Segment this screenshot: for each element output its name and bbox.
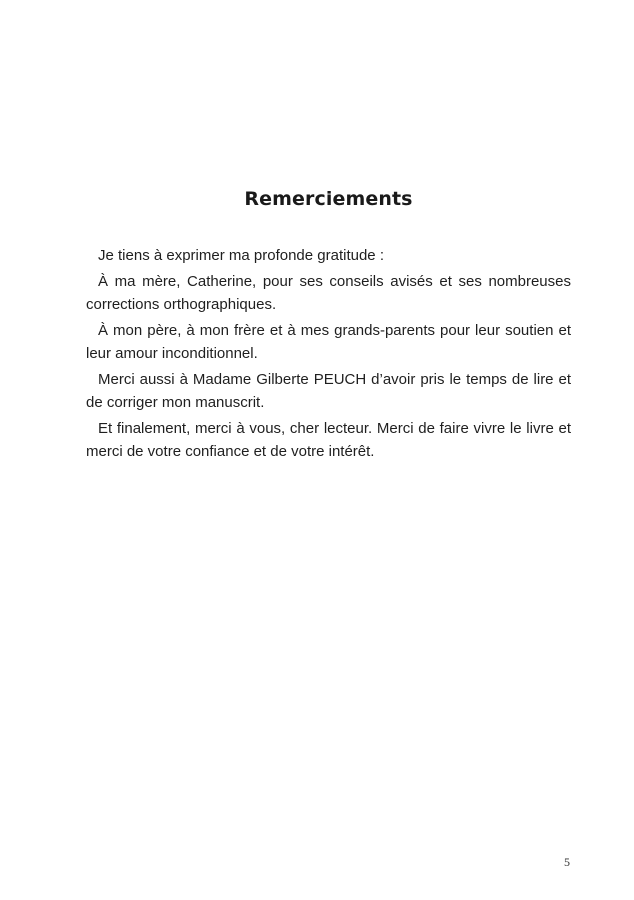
acknowledgements-body [86, 244, 571, 466]
page-number: 5 [564, 855, 570, 869]
paragraph-gratitude-intro: Je tiens à exprimer ma profonde gratitude : [98, 247, 384, 264]
page-title: Remerciements [244, 188, 413, 210]
paragraph-proofreader: Merci aussi à Madame Gilberte PEUCH d’avoir pris le temps de lire et de corriger mon manuscrit. [86, 371, 571, 411]
paragraph-family: À mon père, à mon frère et à mes grands-parents pour leur soutien et leur amour inconditionnel. [86, 322, 571, 362]
paragraph-reader: Et finalement, merci à vous, cher lecteur. Merci de faire vivre le livre et merci de votre confiance et de votre intérêt. [86, 420, 571, 460]
paragraph-mother: À ma mère, Catherine, pour ses conseils avisés et ses nombreuses corrections orthographiques. [86, 273, 571, 313]
